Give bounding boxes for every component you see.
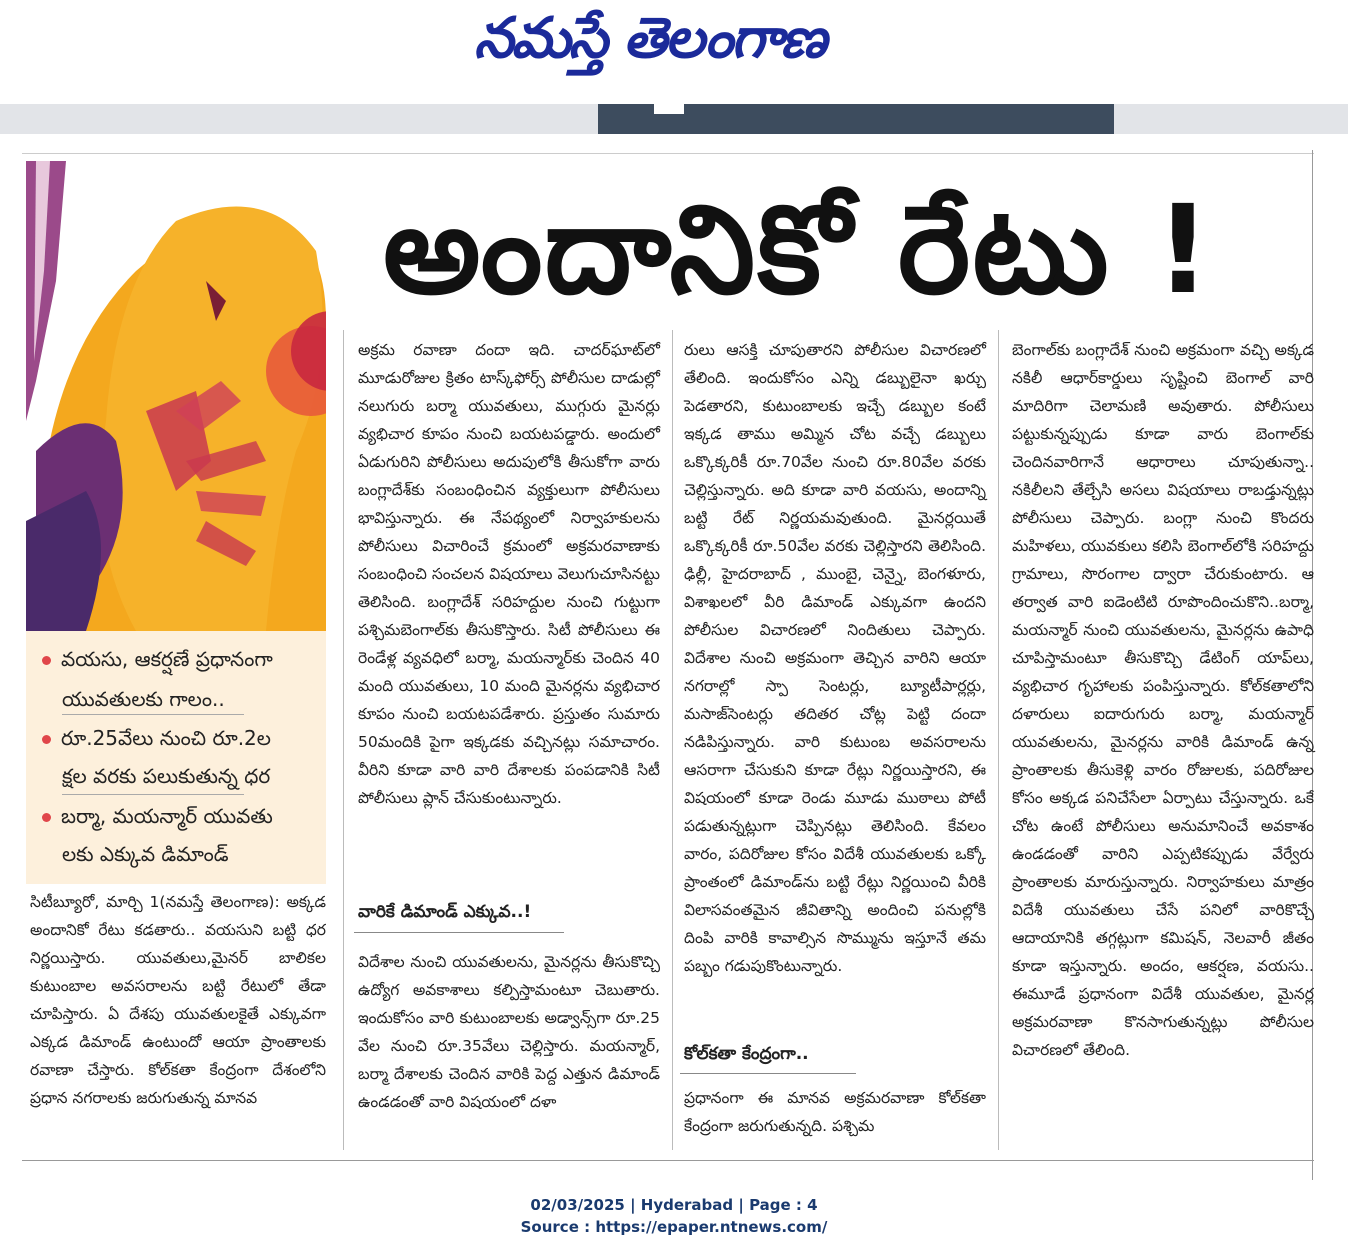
article-illustration: [26, 161, 326, 631]
subheading-rule: [354, 932, 564, 933]
highlight-divider: [62, 794, 244, 795]
article-column-4: [1012, 336, 1314, 1064]
bullet-dot-icon: [42, 735, 51, 744]
column-divider: [343, 330, 344, 1150]
newspaper-logo: నమస్తే తెలంగాణ: [474, 6, 825, 71]
article-paragraph: రులు ఆసక్తి చూపుతారని పోలీసుల విచారణలో తేలింది. ఇందుకోసం ఎన్ని డబ్బులైనా ఖర్చు పెడతారని, కుటుంబాలకు ఇచ్చే డబ్బుల కంటే ఇక్కడ తాము అమ్మిన చోట వచ్చే డబ్బులు ఒక్కొక్కరికీ రూ.70వేల నుంచి రూ.80వేల వరకు చెల్లిస్తున్నారు. అది కూడా వారి వయసు, అందాన్ని బట్టి రేట్ నిర్ణయమవుతుంది. మైనర్లయితే ఒక్కొక్కరికీ రూ.50వేల వరకు చెల్లిస్తారని తెలిసింది. ఢిల్లీ, హైదరాబాద్ , ముంబై, చెన్నై, బెంగళూరు, విశాఖలలో వీరి డిమాండ్ ఎక్కువగా ఉందని పోలీసుల విచారణలో నిందితులు చెప్పారు. విదేశాల నుంచి అక్రమంగా తెచ్చిన వారిని ఆయా నగరాల్లో స్పా సెంటర్లు, బ్యూటీపార్లర్లు, మసాజ్‌సెంటర్లు తదితర చోట్ల పెట్టి దందా నడిపిస్తున్నారు. వారి కుటుంబ అవసరాలను ఆసరాగా చేసుకుని కూడా రేట్లు నిర్ణయిస్తారని, ఈ విషయంలో కూడా రెండు మూడు ముఠాలు పోటీ పడుతున్నట్లుగా చెప్పినట్లు తెలిసింది. కేవలం వారం, పదిరోజుల కోసం విదేశీ యువతులకు ఒక్కో ప్రాంతంలో డిమాండ్‌ను బట్టి రేట్లు నిర్ణయించి వీరికి విలాసవంతమైన జీవితాన్ని అందించి పనుల్లోకి దింపి వారికి కావాల్సిన సొమ్మును ఇస్తూనే తమ పబ్బం గడుపుకొంటున్నారు.: [684, 341, 986, 975]
article-column-3: [684, 336, 986, 980]
masthead: [0, 0, 1348, 104]
subheading: వారికే డిమాండ్ ఎక్కువ..!: [358, 902, 532, 922]
footer-source: Source : https://epaper.ntnews.com/: [520, 1218, 828, 1236]
column-divider: [672, 330, 673, 1150]
bullet-dot-icon: [42, 656, 51, 665]
article-paragraph: బెంగాల్‌కు బంగ్లాదేశ్ నుంచి అక్రమంగా వచ్చి అక్కడ నకిలీ ఆధార్‌కార్డులు సృష్టించి బెంగాల్ వారి మాదిరిగా చెలామణి అవుతారు. పోలీసులు పట్టుకున్నప్పుడు కూడా వారు బెంగాల్‌కు చెందినవారిగానే ఆధారాలు చూపుతున్నా.. నకిలీలని తేల్చేసి అసలు విషయాలు రాబడ్తున్నట్లు పోలీసులు చెప్పారు. బంగ్లా నుంచి కొందరు మహిళలు, యువకులు కలిసి బెంగాల్‌లోకి సరిహద్దు గ్రామాలు, సొరంగాల ద్వారా చేరుకుంటారు. ఆ తర్వాత వారి ఐడెంటిటి రూపొందించుకొని..బర్మా, మయన్మార్ నుంచి యువతులను, మైనర్లను ఉపాధి చూపిస్తామంటూ తీసుకొచ్చి డేటింగ్ యాప్‌లు, వ్యభిచార గృహాలకు పంపిస్తున్నారు. కోల్‌కతాలోని దళారులు ఐదారుగురు బర్మా, మయన్మార్ యువతులను, మైనర్లను వారికి డిమాండ్ ఉన్న ప్రాంతాలకు తీసుకెళ్లి వారం రోజులకు, పదిరోజుల కోసం అక్కడ పనిచేసేలా ఏర్పాటు చేస్తున్నారు. ఒకే చోట ఉంటే పోలీసులు అనుమానించే అవకాశం ఉండడంతో వారిని ఎప్పటికప్పుడు వేర్వేరు ప్రాంతాలకు మారుస్తున్నారు. నిర్వాహకులు మాత్రం విదేశీ యువతులు చేసే పనిలో వారికొచ్చే ఆదాయానికి తగ్గట్లుగా కమిషన్, నెలవారీ జీతం కూడా ఇస్తున్నారు. అందం, ఆకర్షణ, వయసు.. ఈమూడే ప్రధానంగా విదేశీ యువతుల, మైనర్ల అక్రమరవాణా కొనసాగుతున్నట్లు పోలీసుల విచారణలో తేలింది.: [1012, 341, 1314, 1059]
headline: అందానికో రేటు !: [383, 179, 1213, 321]
highlight-item-cont: క్షల వరకు పలుకుతున్న ధర: [62, 764, 271, 788]
article-column-3-cont: [684, 1084, 986, 1140]
subheading-rule: [680, 1073, 856, 1074]
highlight-divider: [62, 714, 244, 715]
highlight-item: బర్మా, మయన్మార్ యువతు: [42, 797, 312, 835]
bullet-dot-icon: [42, 813, 51, 822]
subheading: కోల్‌కతా కేంద్రంగా..: [684, 1044, 809, 1064]
article-paragraph: అక్రమ రవాణా దందా ఇది. చాదర్‌ఘాట్‌లో మూడురోజుల క్రితం టాస్క్‌ఫోర్స్ పోలీసుల దాడుల్లో నలుగురు బర్మా యువతులు, ముగ్గురు మైనర్లు వ్యభిచార కూపం నుంచి బయటపడ్డారు. అందులో ఏడుగురిని పోలీసులు అదుపులోకి తీసుకోగా వారు బంగ్లాదేశ్‌కు సంబంధించిన వ్యక్తులుగా పోలీసులు భావిస్తున్నారు. ఈ నేపథ్యంలో నిర్వాహకులను పోలీసులు విచారించే క్రమంలో అక్రమరవాణాకు సంబంధించి సంచలన విషయాలు వెలుగుచూసినట్టు తెలిసింది. బంగ్లాదేశ్ సరిహద్దుల నుంచి గుట్టుగా పశ్చిమబెంగాల్‌కు తీసుకొస్తారు. సిటీ పోలీసులు ఈ రెండేళ్ల వ్యవధిలో బర్మా, మయన్మార్‌కు చెందిన 40 మంది యువతులు, 10 మంది మైనర్లను వ్యభిచార కూపం నుంచి బయటపడేశారు. ప్రస్తుతం సుమారు 50మందికి పైగా ఇక్కడకు వచ్చినట్లు సమాచారం. వీరిని కూడా వారి వారి దేశాలకు పంపడానికి సిటీ పోలీసులు ప్లాన్ చేసుకుంటున్నారు.: [358, 341, 660, 807]
article-column-2-cont: [358, 948, 660, 1116]
article-column-1: [30, 888, 326, 1112]
face-hand-illustration: [26, 161, 326, 631]
highlight-item-cont: యువతులకు గాలం..: [62, 687, 225, 711]
footer-dateline: 02/03/2025 | Hyderabad | Page : 4: [530, 1196, 818, 1214]
article-paragraph: సిటీబ్యూరో, మార్చి 1(నమస్తే తెలంగాణ): అక్కడ అందానికో రేటు కడతారు.. వయసుని బట్టి ధర నిర్ణయిస్తారు. యువతులు,మైనర్ బాలికల కుటుంబాల అవసరాలను బట్టి రేటులో తేడా చూపిస్తారు. ఏ దేశపు యువతులకైతే ఎక్కువగా ఎక్కడ డిమాండ్ ఉంటుందో ఆయా ప్రాంతాలకు రవాణా చేస్తారు. కోల్‌కతా కేంద్రంగా దేశంలోని ప్రధాన నగరాలకు జరుగుతున్న మానవ: [30, 893, 326, 1107]
highlight-item: రూ.25వేలు నుంచి రూ.2ల: [42, 719, 312, 757]
header-band-notch: [654, 104, 684, 114]
top-rule: [22, 153, 1314, 154]
bottom-rule: [22, 1160, 1314, 1161]
article-paragraph: విదేశాల నుంచి యువతులను, మైనర్లను తీసుకొచ్చి ఉద్యోగ అవకాశాలు కల్పిస్తామంటూ చెబుతారు. ఇందుకోసం వారి కుటుంబాలకు అడ్వాన్స్‌గా రూ.25 వేల నుంచి రూ.35వేలు చెల్లిస్తారు. మయన్మార్, బర్మా దేశాలకు చెందిన వారికి పెద్ద ఎత్తున డిమాండ్ ఉండడంతో వారి విషయంలో దళా: [358, 953, 660, 1111]
article-column-2: [358, 336, 660, 812]
highlight-item: వయసు, ఆకర్షణే ప్రధానంగా: [42, 640, 312, 678]
highlight-item-cont: లకు ఎక్కువ డిమాండ్: [62, 842, 229, 866]
article-paragraph: ప్రధానంగా ఈ మానవ అక్రమరవాణా కోల్‌కతా కేంద్రంగా జరుగుతున్నది. పశ్చిమ: [684, 1089, 986, 1135]
column-divider: [998, 330, 999, 1150]
